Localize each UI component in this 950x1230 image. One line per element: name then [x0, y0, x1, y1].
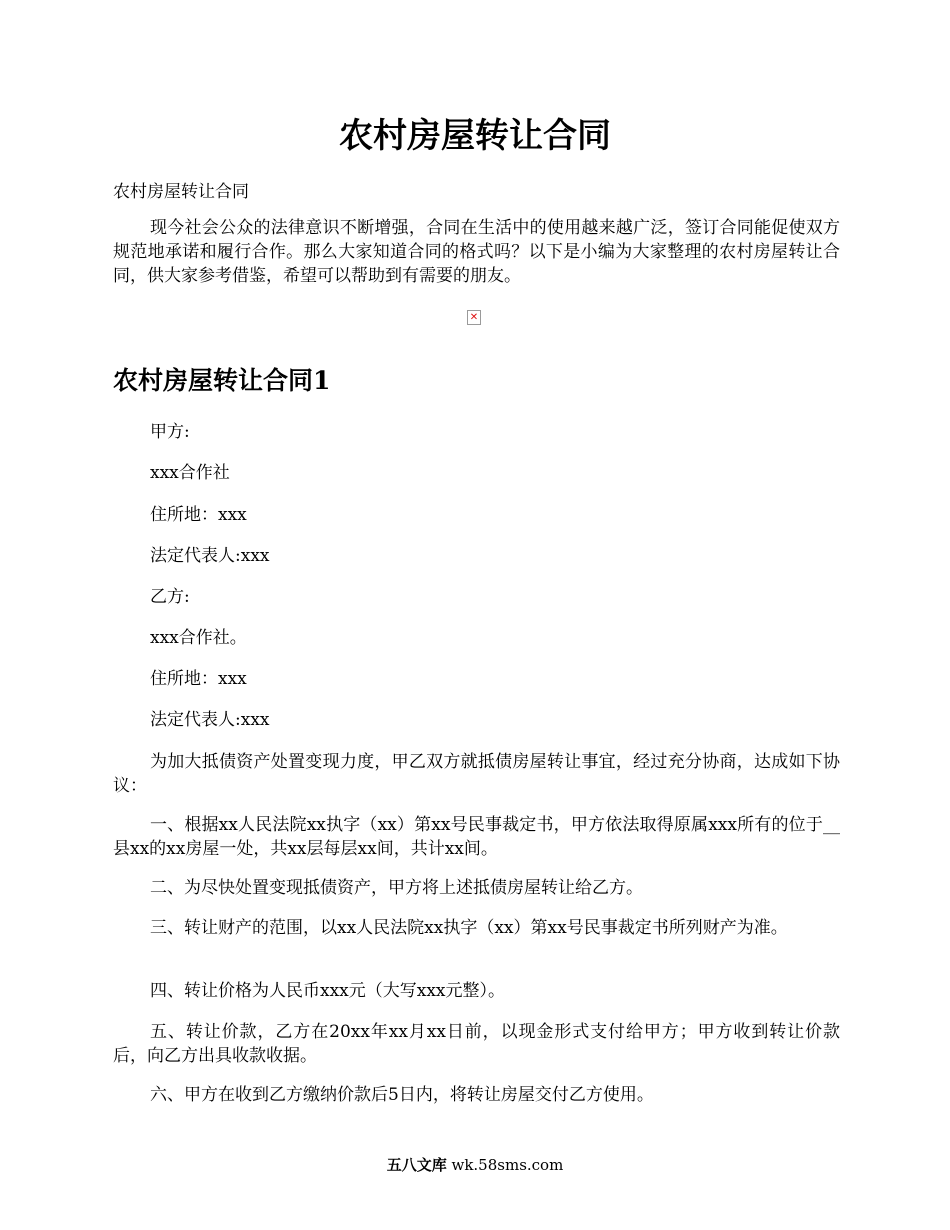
document-subtitle: 农村房屋转让合同 — [113, 182, 249, 202]
party-b-representative: 法定代表人:xxx — [150, 710, 270, 730]
clause-6: 六、甲方在收到乙方缴纳价款后5日内，将转让房屋交付乙方使用。 — [150, 1085, 654, 1105]
party-b-name: xxx合作社。 — [150, 628, 247, 648]
intro-paragraph: 现今社会公众的法律意识不断增强，合同在生活中的使用越来越广泛，签订合同能促使双方规范地承诺和履行合作。那么大家知道合同的格式吗？以下是小编为大家整理的农村房屋转让合同，供大家参考借鉴，希望可以帮助到有需要的朋友。 — [113, 218, 840, 286]
broken-image-icon: ✕ — [467, 310, 481, 325]
party-b-label: 乙方: — [150, 587, 190, 607]
footer-site-name: 五八文库 — [386, 1156, 447, 1174]
clause-4: 四、转让价格为人民币xxx元（大写xxx元整）。 — [150, 981, 506, 1001]
section-heading: 农村房屋转让合同1 — [113, 366, 331, 395]
party-a-representative: 法定代表人:xxx — [150, 546, 270, 566]
clause-3: 三、转让财产的范围，以xx人民法院xx执字（xx）第xx号民事裁定书所列财产为准。 — [150, 918, 788, 938]
footer-site-url[interactable]: wk.58sms.com — [451, 1156, 564, 1174]
party-b-address: 住所地：xxx — [150, 669, 247, 689]
party-a-address: 住所地：xxx — [150, 505, 247, 525]
document-title: 农村房屋转让合同 — [339, 116, 611, 156]
page-footer — [0, 1154, 950, 1176]
party-a-name: xxx合作社 — [150, 463, 230, 483]
agreement-preamble: 为加大抵债资产处置变现力度，甲乙双方就抵债房屋转让事宜，经过充分协商，达成如下协议： — [113, 752, 840, 796]
clause-1: 一、根据xx人民法院xx执字（xx）第xx号民事裁定书，甲方依法取得原属xxx所有的位于__县xx的xx房屋一处，共xx层每层xx间，共计xx间。 — [113, 815, 840, 859]
clause-2: 二、为尽快处置变现抵债资产，甲方将上述抵债房屋转让给乙方。 — [150, 878, 643, 898]
clause-5: 五、转让价款，乙方在20xx年xx月xx日前，以现金形式支付给甲方；甲方收到转让价款后，向乙方出具收款收据。 — [113, 1022, 840, 1066]
party-a-label: 甲方: — [150, 422, 190, 442]
